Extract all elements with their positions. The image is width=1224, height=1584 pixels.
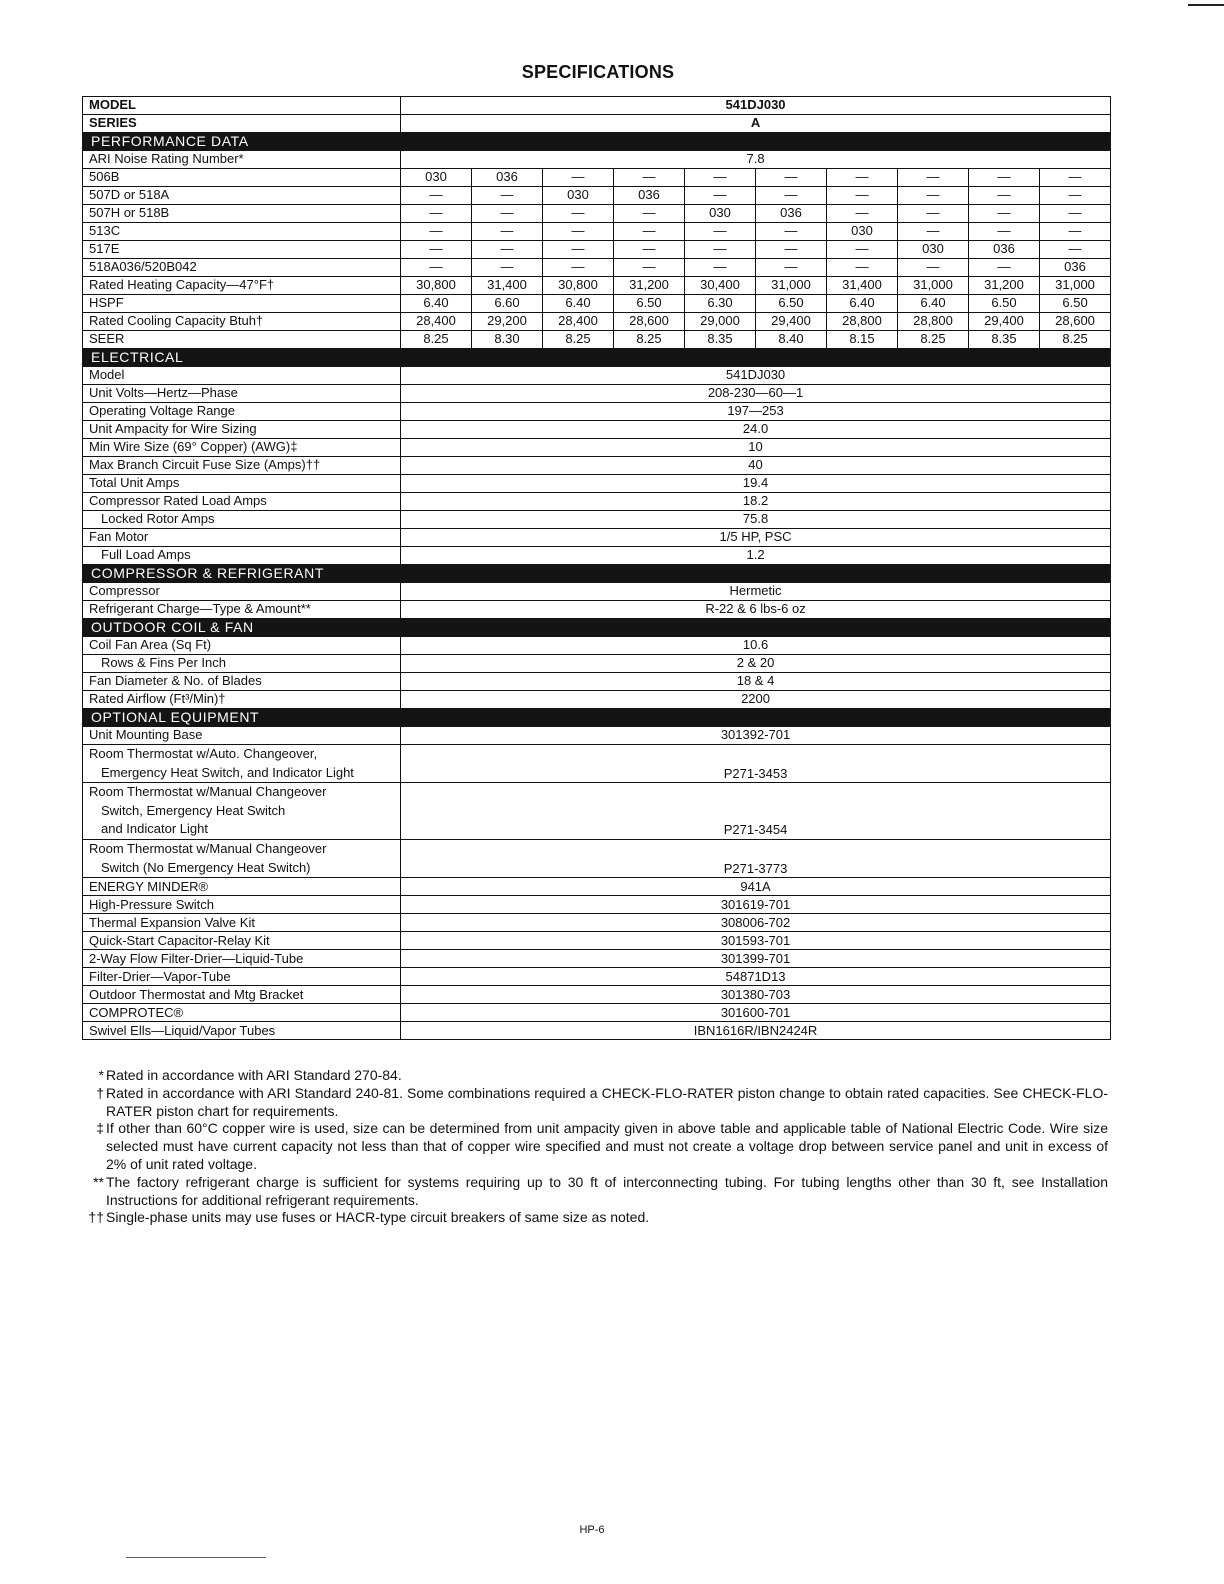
performance-cell: 28,400 — [543, 313, 614, 331]
optional-value: 301399-701 — [401, 950, 1111, 968]
performance-cell: 28,800 — [898, 313, 969, 331]
performance-cell: — — [827, 169, 898, 187]
optional-value-thermo_auto: P271-3453 — [401, 745, 1111, 783]
optional-label: Filter-Drier—Vapor-Tube — [83, 968, 401, 986]
performance-cell: — — [685, 241, 756, 259]
optional-row — [83, 950, 1111, 968]
performance-row — [83, 313, 1111, 331]
performance-label: Rated Cooling Capacity Btuh† — [83, 313, 401, 331]
performance-cell: 030 — [401, 169, 472, 187]
outdoor-value: 10.6 — [401, 637, 1111, 655]
performance-cell: 28,600 — [1040, 313, 1111, 331]
electrical-row — [83, 439, 1111, 457]
optional-row — [83, 878, 1111, 896]
optional-row — [83, 932, 1111, 950]
performance-cell: 6.50 — [1040, 295, 1111, 313]
performance-cell: 030 — [685, 205, 756, 223]
optional-label: ENERGY MINDER® — [83, 878, 401, 896]
footnote-mark: ‡ — [96, 1120, 104, 1137]
outdoor-label: Coil Fan Area (Sq Ft) — [83, 637, 401, 655]
footnote-mark: ** — [93, 1173, 104, 1190]
model-label: MODEL — [83, 97, 401, 115]
outdoor-row — [83, 673, 1111, 691]
performance-row — [83, 277, 1111, 295]
electrical-label: Total Unit Amps — [83, 475, 401, 493]
performance-cell: 030 — [898, 241, 969, 259]
electrical-value: 541DJ030 — [401, 367, 1111, 385]
optional-row-thermo_noemerg — [83, 839, 1111, 877]
performance-cell: — — [401, 205, 472, 223]
footnote-mark: †† — [88, 1209, 104, 1226]
footnote-text: The factory refrigerant charge is sufficient for systems requiring up to 30 ft of interconnecting tubing. For tubing lengths other than 30 ft, see Installation Instructions for additional refrigerant requirements. — [106, 1173, 1108, 1208]
performance-cell: 6.60 — [472, 295, 543, 313]
performance-cell: — — [543, 169, 614, 187]
performance-cell: 28,800 — [827, 313, 898, 331]
performance-cell: — — [614, 259, 685, 277]
optional-value: 941A — [401, 878, 1111, 896]
performance-cell: 8.35 — [685, 331, 756, 349]
outdoor-label: Fan Diameter & No. of Blades — [83, 673, 401, 691]
series-value: A — [401, 115, 1111, 133]
outdoor-row — [83, 691, 1111, 709]
optional-row — [83, 727, 1111, 745]
performance-cell: 29,400 — [969, 313, 1040, 331]
outdoor-value: 2200 — [401, 691, 1111, 709]
performance-cell: 31,400 — [472, 277, 543, 295]
performance-cell: — — [898, 223, 969, 241]
noise-rating-row — [83, 151, 1111, 169]
performance-cell: — — [401, 241, 472, 259]
optional-label: Outdoor Thermostat and Mtg Bracket — [83, 986, 401, 1004]
footnote — [84, 1174, 1108, 1210]
electrical-value: 19.4 — [401, 475, 1111, 493]
optional-value-thermo_noemerg: P271-3773 — [401, 839, 1111, 877]
performance-cell: 036 — [756, 205, 827, 223]
performance-cell: — — [685, 223, 756, 241]
electrical-value: 197—253 — [401, 403, 1111, 421]
performance-cell: 31,200 — [614, 277, 685, 295]
section-title-outdoor: OUTDOOR COIL & FAN — [83, 619, 1111, 637]
performance-cell: — — [614, 241, 685, 259]
performance-cell: 036 — [1040, 259, 1111, 277]
electrical-value: 18.2 — [401, 493, 1111, 511]
page-number: HP-6 — [579, 1524, 605, 1536]
electrical-value: 208-230—60—1 — [401, 385, 1111, 403]
performance-cell: 8.25 — [898, 331, 969, 349]
performance-cell: — — [1040, 205, 1111, 223]
performance-cell: 036 — [969, 241, 1040, 259]
optional-label-thermo_noemerg — [83, 839, 401, 877]
electrical-label: Locked Rotor Amps — [83, 511, 401, 529]
performance-cell: — — [969, 223, 1040, 241]
performance-cell: 030 — [827, 223, 898, 241]
footnote-mark: * — [98, 1067, 104, 1083]
optional-value: 301600-701 — [401, 1004, 1111, 1022]
label-line: Room Thermostat w/Manual Changeover — [89, 784, 327, 800]
performance-cell: — — [614, 205, 685, 223]
electrical-row — [83, 493, 1111, 511]
electrical-value: 40 — [401, 457, 1111, 475]
optional-label: Quick-Start Capacitor-Relay Kit — [83, 932, 401, 950]
optional-label: COMPROTEC® — [83, 1004, 401, 1022]
optional-row — [83, 1004, 1111, 1022]
performance-cell: 6.40 — [401, 295, 472, 313]
performance-cell: — — [543, 223, 614, 241]
electrical-row — [83, 403, 1111, 421]
electrical-row — [83, 367, 1111, 385]
performance-cell: — — [756, 223, 827, 241]
electrical-row — [83, 457, 1111, 475]
section-header-outdoor — [83, 619, 1111, 637]
page-title: SPECIFICATIONS — [521, 62, 675, 82]
performance-label: 513C — [83, 223, 401, 241]
performance-cell: — — [685, 169, 756, 187]
compressor-value: R-22 & 6 lbs-6 oz — [401, 601, 1111, 619]
optional-value: 301392-701 — [401, 727, 1111, 745]
performance-row — [83, 295, 1111, 313]
model-row — [83, 97, 1111, 115]
performance-label: 507D or 518A — [83, 187, 401, 205]
performance-cell: 29,400 — [756, 313, 827, 331]
optional-row-thermo_auto — [83, 745, 1111, 783]
performance-cell: — — [1040, 241, 1111, 259]
outdoor-row — [83, 637, 1111, 655]
optional-label: 2-Way Flow Filter-Drier—Liquid-Tube — [83, 950, 401, 968]
section-title-electrical: ELECTRICAL — [83, 349, 1111, 367]
model-value: 541DJ030 — [401, 97, 1111, 115]
optional-value: 301593-701 — [401, 932, 1111, 950]
footnote — [84, 1120, 1108, 1173]
performance-cell: 31,000 — [898, 277, 969, 295]
performance-cell: — — [472, 187, 543, 205]
footnote-text: Single-phase units may use fuses or HACR-type circuit breakers of same size as noted. — [106, 1209, 650, 1226]
electrical-label: Operating Voltage Range — [83, 403, 401, 421]
electrical-row — [83, 421, 1111, 439]
label-line: Room Thermostat w/Auto. Changeover, — [89, 746, 318, 761]
outdoor-value: 2 & 20 — [401, 655, 1111, 673]
performance-cell: 8.30 — [472, 331, 543, 349]
optional-label: Unit Mounting Base — [83, 727, 401, 745]
performance-cell: — — [472, 205, 543, 223]
performance-cell: — — [614, 169, 685, 187]
noise-rating-label: ARI Noise Rating Number* — [83, 151, 401, 169]
performance-cell: — — [472, 259, 543, 277]
label-line: Switch (No Emergency Heat Switch) — [101, 859, 311, 875]
performance-cell: — — [685, 259, 756, 277]
series-label: SERIES — [83, 115, 401, 133]
performance-cell: — — [969, 205, 1040, 223]
performance-cell: — — [401, 187, 472, 205]
optional-row — [83, 968, 1111, 986]
footnote-text: Rated in accordance with ARI Standard 270-84. — [106, 1067, 402, 1083]
performance-cell: — — [401, 223, 472, 241]
electrical-value: 1.2 — [401, 547, 1111, 565]
performance-cell: — — [401, 259, 472, 277]
optional-label-thermo_manual — [83, 783, 401, 840]
performance-cell: — — [756, 169, 827, 187]
specifications-table — [82, 96, 1111, 1040]
performance-cell: 8.25 — [614, 331, 685, 349]
footnote-text: If other than 60°C copper wire is used, size can be determined from unit ampacity given in above table and applicable table of National Electric Code. Wire size selected must have current capacity not less than that of copper wire specified and must not create a voltage drop between service panel and unit in excess of 2% of unit rated voltage. — [106, 1120, 1108, 1172]
performance-cell: — — [898, 205, 969, 223]
performance-cell: — — [969, 187, 1040, 205]
performance-cell: — — [543, 241, 614, 259]
performance-cell: — — [614, 223, 685, 241]
performance-label: HSPF — [83, 295, 401, 313]
optional-row — [83, 914, 1111, 932]
performance-cell: — — [898, 187, 969, 205]
performance-cell: — — [827, 241, 898, 259]
section-header-performance: PERFORMANCE DATA — [83, 133, 1111, 151]
performance-row — [83, 169, 1111, 187]
performance-cell: 30,800 — [543, 277, 614, 295]
performance-label: Rated Heating Capacity—47°F† — [83, 277, 401, 295]
performance-cell: 036 — [614, 187, 685, 205]
electrical-label: Min Wire Size (69° Copper) (AWG)‡ — [83, 439, 401, 457]
optional-label: Swivel Ells—Liquid/Vapor Tubes — [83, 1022, 401, 1040]
compressor-value: Hermetic — [401, 583, 1111, 601]
electrical-label: Model — [83, 367, 401, 385]
electrical-label: Full Load Amps — [83, 547, 401, 565]
footnotes — [84, 1067, 1108, 1227]
electrical-row — [83, 511, 1111, 529]
outdoor-label: Rated Airflow (Ft³/Min)† — [83, 691, 401, 709]
optional-row-thermo_manual — [83, 783, 1111, 840]
label-line: Emergency Heat Switch, and Indicator Light — [101, 764, 354, 780]
performance-cell: 30,800 — [401, 277, 472, 295]
performance-cell: 8.25 — [401, 331, 472, 349]
performance-row — [83, 223, 1111, 241]
corner-mark — [1188, 4, 1224, 6]
optional-value: 54871D13 — [401, 968, 1111, 986]
performance-cell: 28,600 — [614, 313, 685, 331]
section-header-electrical — [83, 349, 1111, 367]
electrical-row — [83, 385, 1111, 403]
performance-cell: — — [685, 187, 756, 205]
series-row — [83, 115, 1111, 133]
performance-cell: — — [1040, 223, 1111, 241]
electrical-value: 1/5 HP, PSC — [401, 529, 1111, 547]
electrical-label: Compressor Rated Load Amps — [83, 493, 401, 511]
performance-cell: 030 — [543, 187, 614, 205]
electrical-value: 75.8 — [401, 511, 1111, 529]
footnote — [84, 1209, 1108, 1227]
optional-value-thermo_manual: P271-3454 — [401, 783, 1111, 840]
section-title-optional: OPTIONAL EQUIPMENT — [83, 709, 1111, 727]
electrical-value: 10 — [401, 439, 1111, 457]
performance-cell: 6.50 — [614, 295, 685, 313]
optional-value: 301619-701 — [401, 896, 1111, 914]
optional-label: Thermal Expansion Valve Kit — [83, 914, 401, 932]
compressor-row — [83, 601, 1111, 619]
performance-cell: — — [543, 259, 614, 277]
performance-cell: — — [969, 259, 1040, 277]
electrical-label: Max Branch Circuit Fuse Size (Amps)†† — [83, 457, 401, 475]
electrical-label: Unit Volts—Hertz—Phase — [83, 385, 401, 403]
outdoor-value: 18 & 4 — [401, 673, 1111, 691]
electrical-label: Unit Ampacity for Wire Sizing — [83, 421, 401, 439]
performance-cell: 8.15 — [827, 331, 898, 349]
performance-cell: 8.25 — [1040, 331, 1111, 349]
outdoor-row — [83, 655, 1111, 673]
section-title-compressor: COMPRESSOR & REFRIGERANT — [83, 565, 1111, 583]
performance-row — [83, 331, 1111, 349]
performance-label: 507H or 518B — [83, 205, 401, 223]
optional-row — [83, 986, 1111, 1004]
performance-cell: 6.40 — [898, 295, 969, 313]
performance-cell: 6.40 — [827, 295, 898, 313]
performance-cell: 6.30 — [685, 295, 756, 313]
label-line: Room Thermostat w/Manual Changeover — [89, 840, 327, 856]
performance-cell: 29,000 — [685, 313, 756, 331]
performance-label: 518A036/520B042 — [83, 259, 401, 277]
performance-cell: — — [827, 259, 898, 277]
performance-cell: 28,400 — [401, 313, 472, 331]
section-header-compressor — [83, 565, 1111, 583]
bottom-rule — [126, 1557, 266, 1558]
electrical-label: Fan Motor — [83, 529, 401, 547]
performance-cell: — — [543, 205, 614, 223]
footnote-mark: † — [96, 1084, 104, 1101]
performance-cell: — — [1040, 187, 1111, 205]
optional-label: High-Pressure Switch — [83, 896, 401, 914]
performance-row — [83, 259, 1111, 277]
performance-cell: 31,400 — [827, 277, 898, 295]
outdoor-label: Rows & Fins Per Inch — [83, 655, 401, 673]
performance-cell: — — [472, 223, 543, 241]
performance-cell: 31,000 — [1040, 277, 1111, 295]
performance-cell: — — [756, 241, 827, 259]
noise-rating-value: 7.8 — [401, 151, 1111, 169]
footnote-text: Rated in accordance with ARI Standard 240-81. Some combinations required a CHECK-FLO-RATER piston change to obtain rated capacities. See CHECK-FLO-RATER piston chart for requirements. — [106, 1084, 1108, 1119]
performance-cell: — — [756, 187, 827, 205]
performance-cell: 6.50 — [756, 295, 827, 313]
performance-label: 517E — [83, 241, 401, 259]
performance-cell: 31,000 — [756, 277, 827, 295]
performance-cell: 8.40 — [756, 331, 827, 349]
performance-cell: — — [827, 187, 898, 205]
optional-label-thermo_auto — [83, 745, 401, 783]
electrical-value: 24.0 — [401, 421, 1111, 439]
label-line: and Indicator Light — [101, 821, 208, 837]
performance-row — [83, 205, 1111, 223]
performance-cell: 6.50 — [969, 295, 1040, 313]
performance-cell: 036 — [472, 169, 543, 187]
performance-cell: — — [827, 205, 898, 223]
footnote — [84, 1067, 1108, 1085]
optional-value: 308006-702 — [401, 914, 1111, 932]
footnote — [84, 1085, 1108, 1121]
performance-label: SEER — [83, 331, 401, 349]
optional-row — [83, 896, 1111, 914]
electrical-row — [83, 547, 1111, 565]
optional-value: IBN1616R/IBN2424R — [401, 1022, 1111, 1040]
optional-value: 301380-703 — [401, 986, 1111, 1004]
performance-cell: 31,200 — [969, 277, 1040, 295]
performance-cell: — — [898, 169, 969, 187]
performance-cell: 8.35 — [969, 331, 1040, 349]
performance-cell: — — [1040, 169, 1111, 187]
compressor-row — [83, 583, 1111, 601]
performance-cell: 29,200 — [472, 313, 543, 331]
performance-row — [83, 241, 1111, 259]
performance-cell: 6.40 — [543, 295, 614, 313]
performance-cell: — — [898, 259, 969, 277]
performance-row — [83, 187, 1111, 205]
compressor-label: Compressor — [83, 583, 401, 601]
performance-label: 506B — [83, 169, 401, 187]
performance-cell: — — [756, 259, 827, 277]
optional-row — [83, 1022, 1111, 1040]
electrical-row — [83, 475, 1111, 493]
compressor-label: Refrigerant Charge—Type & Amount** — [83, 601, 401, 619]
section-header-optional — [83, 709, 1111, 727]
performance-cell: 8.25 — [543, 331, 614, 349]
performance-cell: — — [472, 241, 543, 259]
performance-cell: 30,400 — [685, 277, 756, 295]
label-line: Switch, Emergency Heat Switch — [101, 802, 286, 818]
electrical-row — [83, 529, 1111, 547]
performance-cell: — — [969, 169, 1040, 187]
